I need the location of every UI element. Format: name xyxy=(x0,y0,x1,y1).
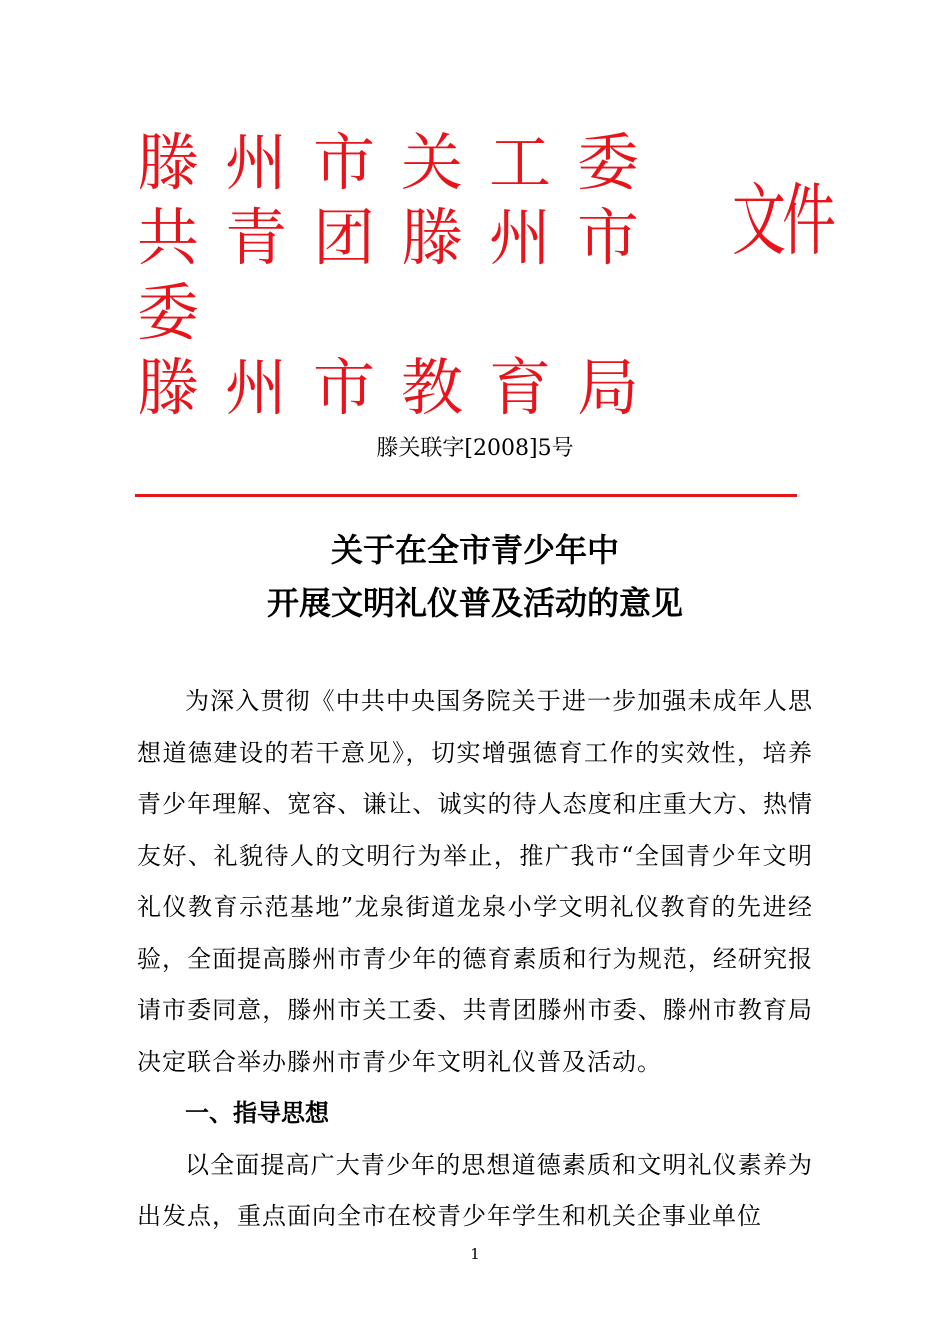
org-line-3: 委 xyxy=(137,276,226,349)
section-paragraph: 以全面提高广大青少年的思想道德素质和文明礼仪素养为出发点，重点面向全市在校青少年学生和机关企事业单位 xyxy=(137,1150,813,1230)
org-line-1: 滕州市关工委 xyxy=(137,126,666,199)
document-body xyxy=(137,676,813,1243)
document-title-line-1: 关于在全市青少年中 xyxy=(330,531,619,569)
section-heading: 一、指导思想 xyxy=(185,1099,329,1127)
document-label: 文件 xyxy=(732,175,832,267)
intro-paragraph: 为深入贯彻《中共中央国务院关于进一步加强未成年人思想道德建设的若干意见》，切实增强德育工作的实效性，培养青少年理解、宽容、谦让、诚实的待人态度和庄重大方、热情友好、礼貌待人的文明行为举止，推广我市“全国青少年文明礼仪教育示范基地”龙泉街道龙泉小学文明礼仪教育的先进经验，全面提高滕州市青少年的德育素质和行为规范，经研究报请市委同意，滕州市关工委、共青团滕州市委、滕州市教育局决定联合举办滕州市青少年文明礼仪普及活动。 xyxy=(137,687,813,1076)
org-line-4: 滕州市教育局 xyxy=(137,351,666,424)
org-line-2: 共青团滕州市 xyxy=(137,201,666,274)
page-number: 1 xyxy=(470,1245,480,1263)
document-number: 滕关联字[2008]5号 xyxy=(376,436,574,461)
red-divider xyxy=(135,494,797,497)
document-title-line-2: 开展文明礼仪普及活动的意见 xyxy=(266,584,683,622)
